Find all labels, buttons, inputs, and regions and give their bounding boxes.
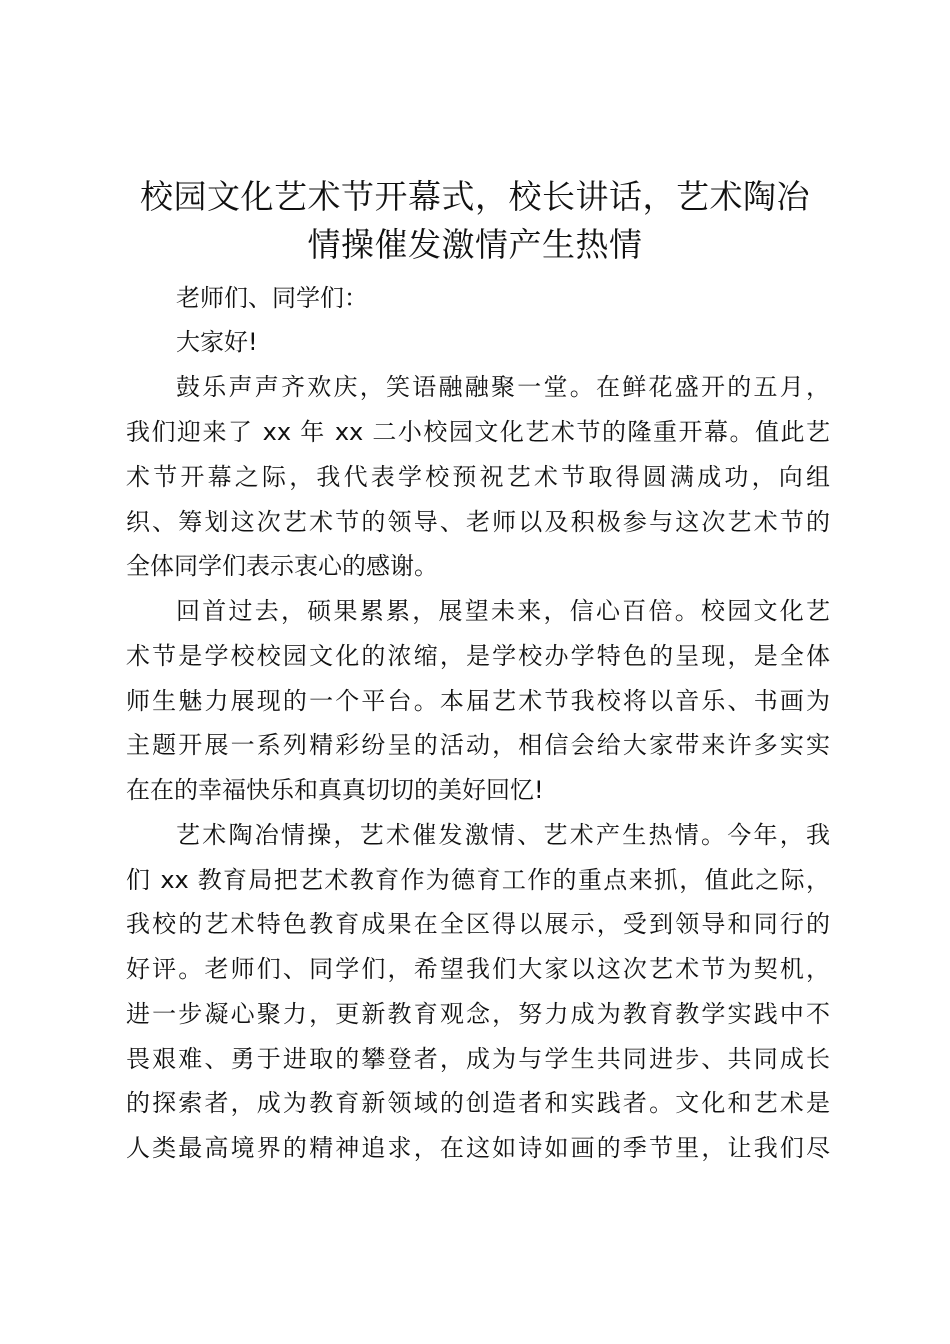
paragraph-3-line: 人类最高境界的精神追求，在这如诗如画的季节里，让我们尽	[126, 1134, 830, 1162]
paragraph-2-line: 师生魅力展现的一个平台。本届艺术节我校将以音乐、书画为	[126, 687, 830, 715]
paragraph-2-line: 回首过去，硕果累累，展望未来，信心百倍。校园文化艺	[176, 597, 830, 625]
paragraph-1-line: 织、筹划这次艺术节的领导、老师以及积极参与这次艺术节的	[126, 508, 830, 536]
paragraph-1-line: 我们迎来了 xx 年 xx 二小校园文化艺术节的隆重开幕。值此艺	[126, 418, 830, 446]
paragraph-3-line: 我校的艺术特色教育成果在全区得以展示，受到领导和同行的	[126, 910, 830, 938]
salutation: 老师们、同学们：	[176, 284, 368, 312]
document-title-line-1: 校园文化艺术节开幕式，校长讲话，艺术陶冶	[140, 177, 810, 216]
paragraph-1-line: 术节开幕之际，我代表学校预祝艺术节取得圆满成功，向组	[126, 463, 830, 491]
paragraph-3-line: 的探索者，成为教育新领域的创造者和实践者。文化和艺术是	[126, 1089, 830, 1117]
paragraph-1-line: 鼓乐声声齐欢庆，笑语融融聚一堂。在鲜花盛开的五月，	[176, 373, 830, 401]
paragraph-2-line: 术节是学校校园文化的浓缩，是学校办学特色的呈现，是全体	[126, 642, 830, 670]
paragraph-3-line: 艺术陶冶情操，艺术催发激情、艺术产生热情。今年，我	[176, 821, 830, 849]
document-title-line-2: 情操催发激情产生热情	[307, 225, 643, 264]
paragraph-3-line: 好评。老师们、同学们，希望我们大家以这次艺术节为契机，	[126, 955, 830, 983]
paragraph-3-line: 们 xx 教育局把艺术教育作为德育工作的重点来抓，值此之际，	[126, 866, 830, 894]
paragraph-2-line: 在在的幸福快乐和真真切切的美好回忆!	[126, 776, 544, 804]
paragraph-3-line: 进一步凝心聚力，更新教育观念，努力成为教育教学实践中不	[126, 1000, 830, 1028]
paragraph-3-line: 畏艰难、勇于进取的攀登者，成为与学生共同进步、共同成长	[126, 1045, 830, 1073]
greeting-line: 大家好!	[176, 328, 258, 356]
paragraph-1-line: 全体同学们表示衷心的感谢。	[126, 552, 438, 580]
paragraph-2-line: 主题开展一系列精彩纷呈的活动，相信会给大家带来许多实实	[126, 731, 830, 759]
